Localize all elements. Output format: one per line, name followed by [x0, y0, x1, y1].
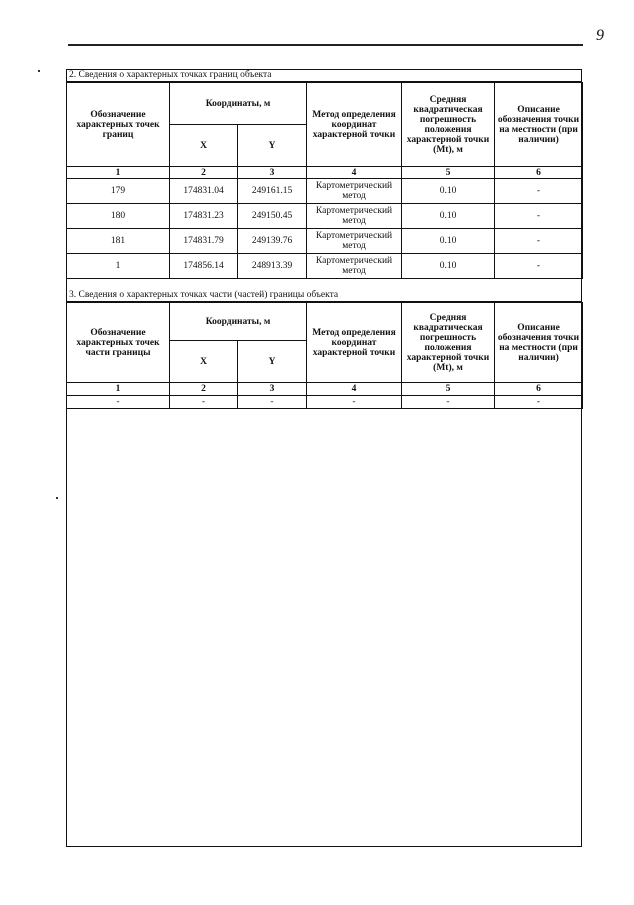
coord-y: 248913.39: [238, 254, 307, 279]
coord-y: 249139.76: [238, 229, 307, 254]
section-2-table: [66, 82, 583, 279]
table-row: [67, 396, 583, 409]
coord-x: -: [170, 396, 238, 409]
top-rule: [68, 44, 583, 46]
col-number: 5: [402, 167, 495, 179]
section-3-title: 3. Сведения о характерных точках части (частей) границы объекта: [66, 289, 582, 302]
coord-y: 249161.15: [238, 179, 307, 204]
scan-speck: [56, 497, 58, 499]
header-description: Описание обозначения точки на местности (при наличии): [495, 83, 583, 167]
header-y: Y: [238, 125, 307, 167]
header-designation: Обозначение характерных точек части границы: [67, 303, 170, 383]
method-cell: [307, 254, 402, 279]
col-number: 6: [495, 167, 583, 179]
method-label-2: метод: [342, 266, 366, 276]
header-x: X: [170, 341, 238, 383]
error-value: -: [402, 396, 495, 409]
table-row: [67, 254, 583, 279]
point-id: 180: [67, 204, 170, 229]
header-method: Метод определения координат характерной точки: [307, 303, 402, 383]
table-row: [67, 179, 583, 204]
header-designation: Обозначение характерных точек границ: [67, 83, 170, 167]
header-method: Метод определения координат характерной точки: [307, 83, 402, 167]
section-3-table: [66, 302, 583, 409]
header-x: X: [170, 125, 238, 167]
col-number: 1: [67, 167, 170, 179]
coord-x: 174831.04: [170, 179, 238, 204]
coord-x: 174856.14: [170, 254, 238, 279]
method-cell: [307, 204, 402, 229]
method-label: Картометрический: [315, 206, 393, 216]
header-error: Средняя квадратическая погрешность положения характерной точки (Mt), м: [402, 303, 495, 383]
method-label-2: метод: [342, 191, 366, 201]
description-value: -: [495, 396, 583, 409]
table-row: [67, 204, 583, 229]
point-id: 181: [67, 229, 170, 254]
method-cell: [307, 229, 402, 254]
method-label-2: метод: [342, 241, 366, 251]
col-number: 3: [238, 383, 307, 396]
point-id: -: [67, 396, 170, 409]
col-number: 3: [238, 167, 307, 179]
col-number: 4: [307, 167, 402, 179]
section-2: [66, 69, 582, 279]
header-error: Средняя квадратическая погрешность положения характерной точки (Mt), м: [402, 83, 495, 167]
error-value: 0.10: [402, 204, 495, 229]
description-value: -: [495, 254, 583, 279]
coord-y: -: [238, 396, 307, 409]
method-cell: [307, 179, 402, 204]
coord-y: 249150.45: [238, 204, 307, 229]
method-label: Картометрический: [315, 256, 393, 266]
section-3: [66, 289, 582, 409]
page-number: 9: [596, 27, 604, 44]
col-number: 2: [170, 383, 238, 396]
description-value: -: [495, 179, 583, 204]
method-label: Картометрический: [315, 231, 393, 241]
point-id: 179: [67, 179, 170, 204]
description-value: -: [495, 204, 583, 229]
header-y: Y: [238, 341, 307, 383]
section-2-title: 2. Сведения о характерных точках границ объекта: [66, 69, 582, 82]
error-value: 0.10: [402, 254, 495, 279]
error-value: 0.10: [402, 179, 495, 204]
point-id: 1: [67, 254, 170, 279]
col-number: 5: [402, 383, 495, 396]
table-row: [67, 229, 583, 254]
col-number: 2: [170, 167, 238, 179]
header-coordinates: Координаты, м: [170, 303, 307, 341]
header-description: Описание обозначения точки на местности (при наличии): [495, 303, 583, 383]
method-value: -: [307, 396, 402, 409]
description-value: -: [495, 229, 583, 254]
scan-speck: [38, 70, 40, 72]
col-number: 6: [495, 383, 583, 396]
coord-x: 174831.23: [170, 204, 238, 229]
col-number: 4: [307, 383, 402, 396]
method-label: Картометрический: [315, 181, 393, 191]
method-label-2: метод: [342, 216, 366, 226]
error-value: 0.10: [402, 229, 495, 254]
header-coordinates: Координаты, м: [170, 83, 307, 125]
coord-x: 174831.79: [170, 229, 238, 254]
col-number: 1: [67, 383, 170, 396]
